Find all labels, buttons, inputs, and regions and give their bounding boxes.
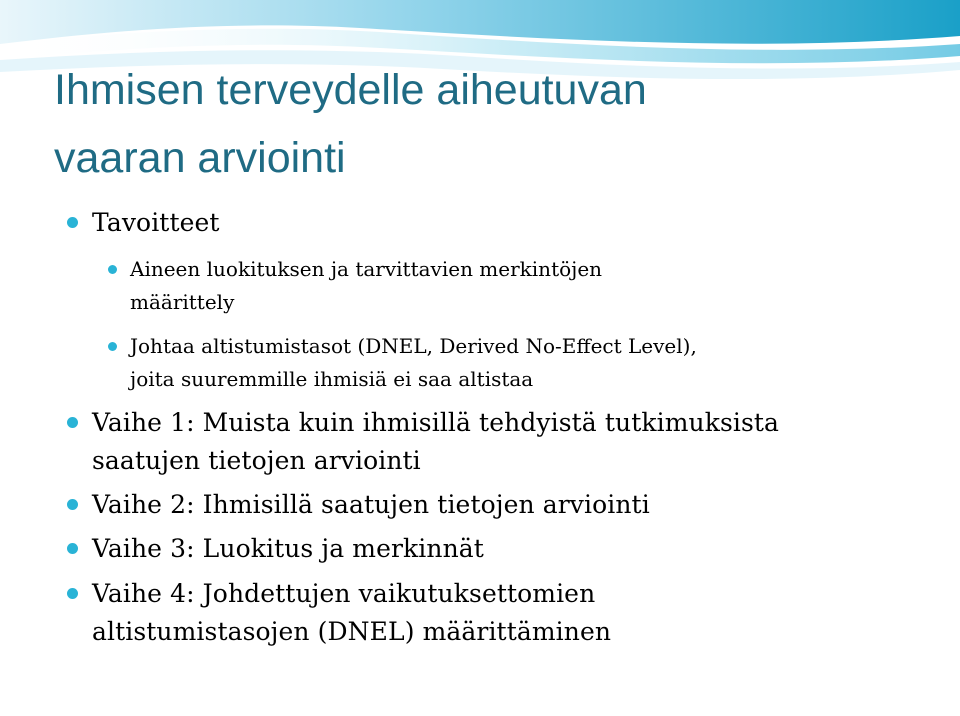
bullet-dot-icon [67,417,78,428]
bullet-text-line: Johtaa altistumistasot (DNEL, Derived No-Effect Level), [130,334,697,358]
bullet-item-tavoitteet [92,204,932,242]
bullet-dot-icon [67,543,78,554]
sub-bullet-item-dnel [130,330,930,396]
bullet-text-line: Vaihe 4: Johdettujen vaikutuksettomien [92,579,596,608]
bullet-text-line: Aineen luokituksen ja tarvittavien merkintöjen [130,257,603,281]
bullet-item-vaihe-3 [92,530,942,568]
sub-bullet-dot-icon [108,342,117,351]
bullet-text-line: Vaihe 1: Muista kuin ihmisillä tehdyistä tutkimuksista [92,408,780,437]
bullet-dot-icon [67,588,78,599]
bullet-text: Tavoitteet [92,208,220,237]
bullet-item-vaihe-1 [92,404,942,480]
bullet-text-line: joita suuremmille ihmisiä ei saa altistaa [130,367,534,391]
title-line: vaaran arviointi [54,134,346,182]
bullet-text: Vaihe 3: Luokitus ja merkinnät [92,534,484,563]
bullet-text-line: saatujen tietojen arviointi [92,446,421,475]
bullet-dot-icon [67,217,78,228]
sub-bullet-dot-icon [108,265,117,274]
bullet-text-line: määrittely [130,290,235,314]
bullet-item-vaihe-2 [92,486,942,524]
sub-bullet-item-classification [130,253,910,319]
bullet-text-line: altistumistasojen (DNEL) määrittäminen [92,617,612,646]
bullet-text: Vaihe 2: Ihmisillä saatujen tietojen arviointi [92,490,650,519]
title-line: Ihmisen terveydelle aiheutuvan [54,66,647,114]
bullet-item-vaihe-4 [92,575,942,651]
bullet-dot-icon [67,499,78,510]
